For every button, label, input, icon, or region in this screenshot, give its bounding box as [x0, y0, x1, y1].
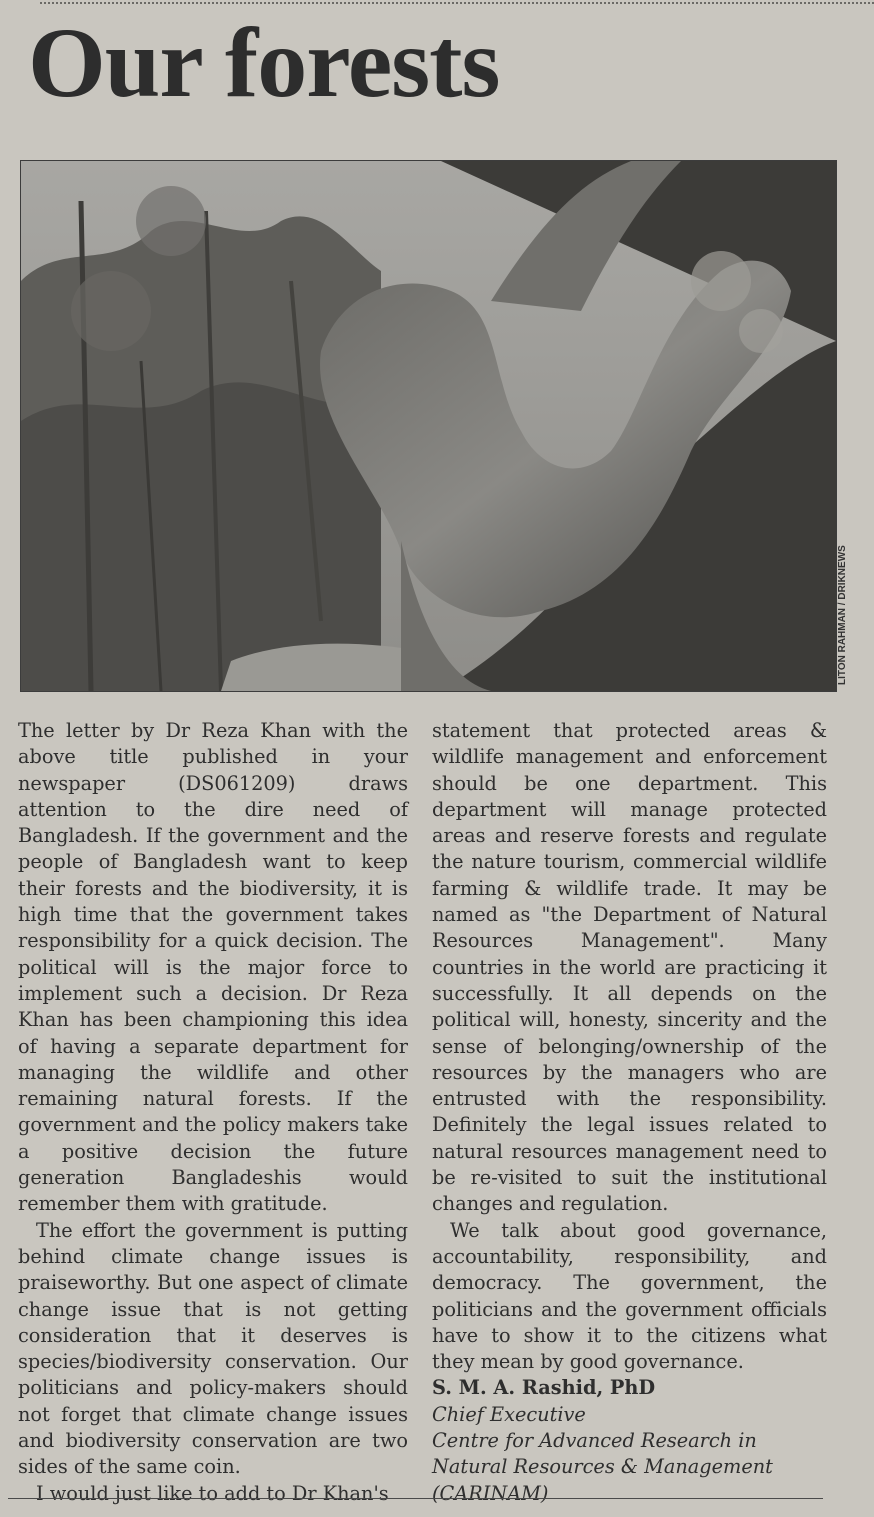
signature-title: Chief Executive	[432, 1402, 586, 1426]
paragraph: statement that protected areas & wildlife management and enforcement should be one department. This department will manage protected areas and reserve forests and regulate the nature tourism, commercial wildlife farming & wildlife trade. It may be named as "the Department of Natural Resources Management". Many countries in the world are practicing it successfully. It all depends on the political will, honesty, sincerity and the sense of belonging/ownership of the resources by the managers who are entrusted with the responsibility. Definitely the legal issues related to natural resources management need to be re-visited to suit the institutional changes and regulation.	[432, 719, 827, 1216]
signature-name: S. M. A. Rashid, PhD	[432, 1376, 656, 1400]
article-column-left	[18, 718, 408, 1507]
paragraph: We talk about good governance, accountability, responsibility, and democracy. The government, the politicians and the government officials have to show it to the citizens what they mean by good governance.	[432, 1218, 827, 1374]
headline: Our forests	[28, 7, 500, 118]
paragraph: The effort the government is putting behind climate change issues is praiseworthy. But one aspect of climate change issue that is not getting consideration that it deserves is species/biodiversity conservation. Our politicians and policy-makers should not forget that climate change issues and biodiversity conservation are two sides of the same coin.	[18, 1218, 408, 1479]
paragraph: The letter by Dr Reza Khan with the above title published in your newspaper (DS061209) draws attention to the dire need of Bangladesh. If the government and the people of Bangladesh want to keep their forests and the biodiversity, it is high time that the government takes responsibility for a quick decision. The political will is the major force to implement such a decision. Dr Reza Khan has been championing this idea of having a separate department for managing the wildlife and other remaining natural forests. If the government and the policy makers take a positive decision the future generation Bangladeshis would remember them with gratitude.	[18, 719, 408, 1216]
signature-org-line1: Centre for Advanced Research in	[432, 1429, 757, 1453]
forest-photo	[20, 160, 837, 692]
top-dotted-rule	[40, 2, 874, 4]
photo-credit: LITON RAHMAN / DRIKNEWS	[837, 545, 848, 685]
signature-org-line2: Natural Resources & Management	[432, 1455, 773, 1479]
article-column-right	[432, 718, 827, 1507]
forest-illustration	[21, 161, 836, 691]
paragraph: I would just like to add to Dr Khan's	[36, 1481, 389, 1505]
signature-org-abbr: (CARINAM)	[432, 1481, 549, 1505]
bottom-rule	[8, 1498, 823, 1499]
